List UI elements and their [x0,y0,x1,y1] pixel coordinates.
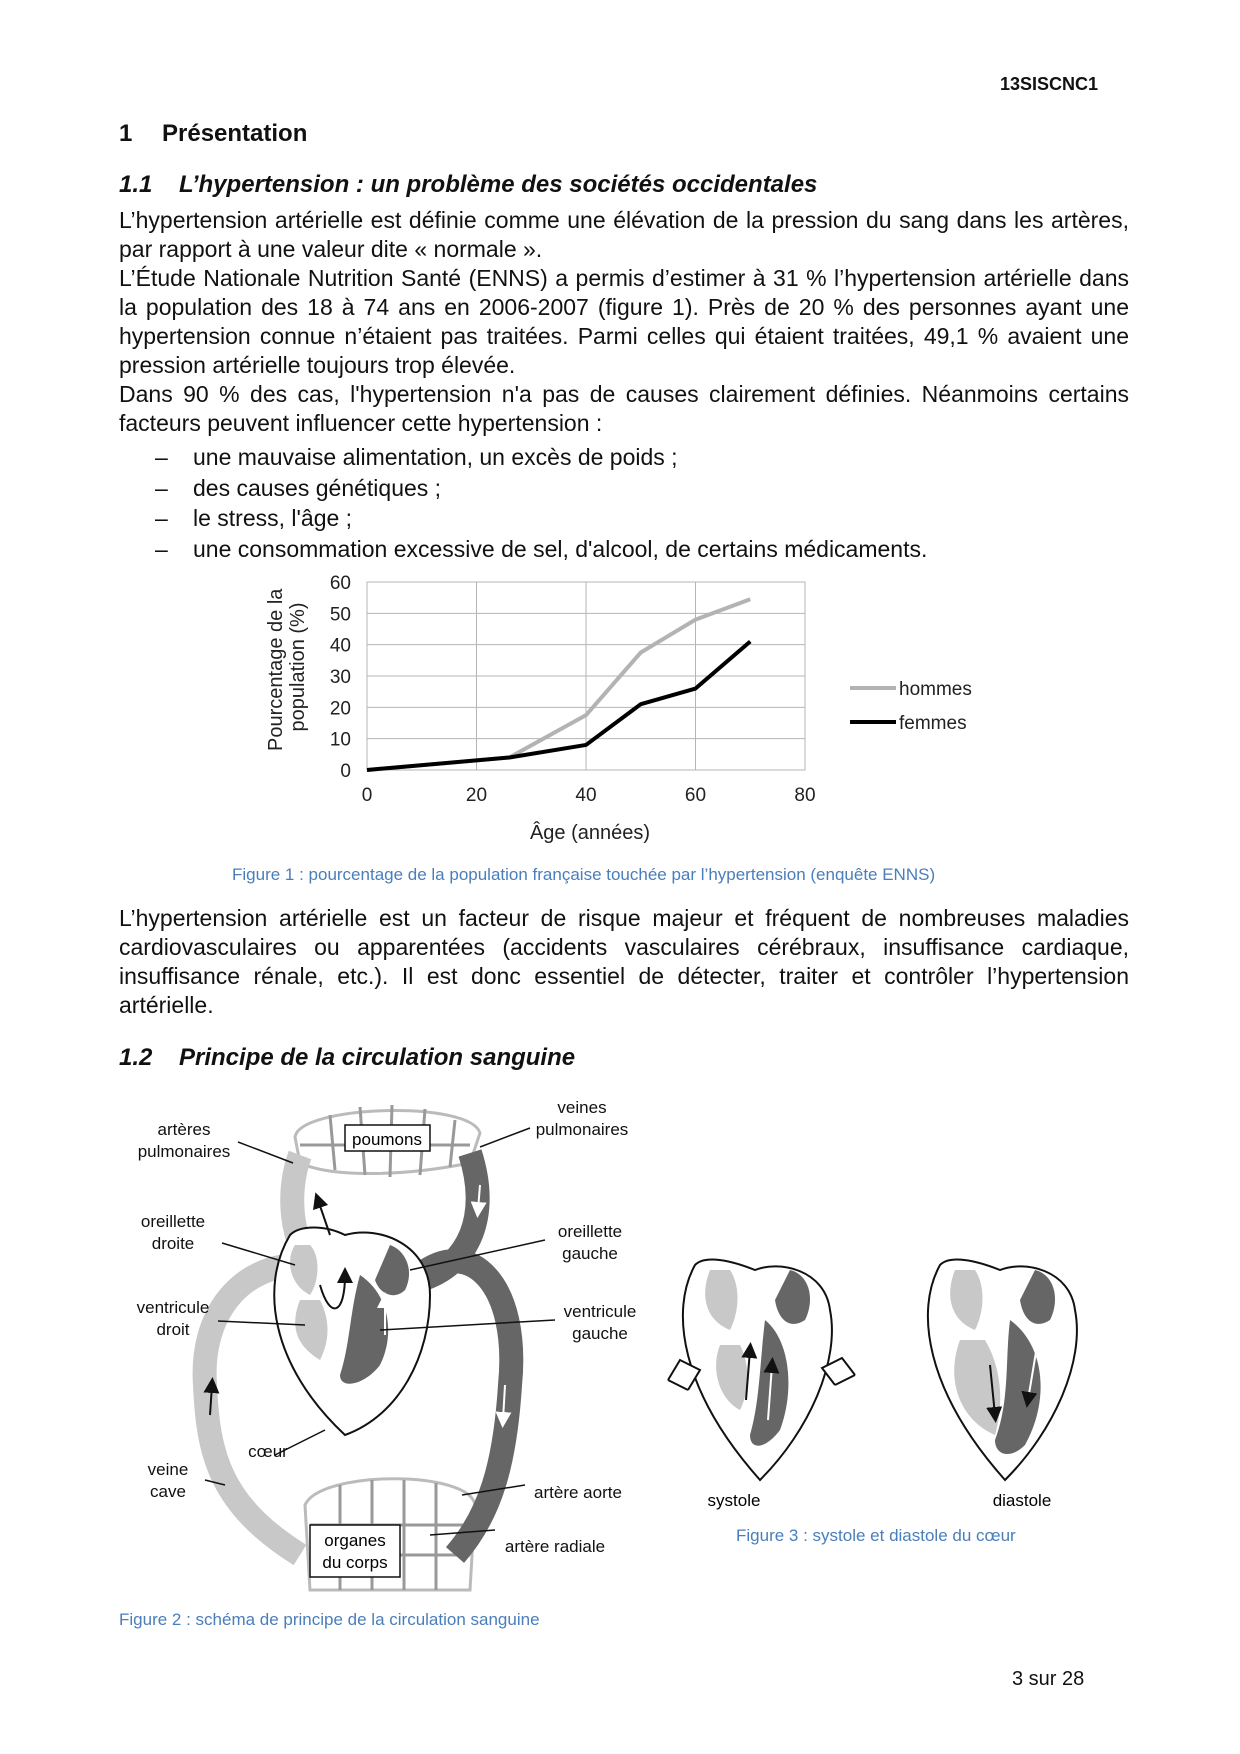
label-coeur: cœur [248,1442,288,1461]
label-systole: systole [707,1491,761,1510]
list-item [155,503,927,534]
label-veines-pulmonaires-2: pulmonaires [535,1120,629,1139]
label-veine-cave-2: cave [150,1482,186,1501]
paragraph: Dans 90 % des cas, l'hypertension n'a pas de causes clairement définies. Néanmoins certains facteurs peuvent influencer cette hypertension : [119,381,1129,436]
figure3-caption: Figure 3 : systole et diastole du cœur [736,1526,1016,1545]
page-number: 3 sur 28 [1012,1668,1085,1690]
y-tick-label: 60 [329,573,351,594]
x-tick-labels [362,785,816,806]
subsection-title: Principe de la circulation sanguine [179,1044,576,1071]
systole-heart [683,1260,832,1480]
y-axis-label [265,583,309,751]
figure-caption: Figure 1 : pourcentage de la population française touchée par l’hypertension (enquête ENNS) [232,865,936,884]
risk-factor-list [155,442,927,564]
label-organes-2: du corps [322,1553,388,1572]
bullet-dash: – [155,474,168,501]
x-tick-label: 20 [465,785,488,806]
label-ventricule-gauche: ventricule [563,1302,637,1321]
label-ventricule-droit-2: droit [156,1320,190,1339]
bullet-dash: – [155,444,168,470]
label-organes: organes [324,1531,386,1550]
x-axis-label: Âge (années) [529,822,651,844]
label-oreillette-droite: oreillette [140,1212,206,1231]
circulation-diagram [0,1085,700,1605]
list-item-text: le stress, l'âge ; [193,505,353,531]
y-tick-label: 0 [340,761,351,782]
y-tick-label: 20 [329,698,351,720]
label-oreillette-gauche-2: gauche [562,1244,618,1263]
subsection-title: L’hypertension : un problème des sociétés occidentales [179,171,818,198]
label-poumons: poumons [352,1130,422,1149]
series-line-femmes [367,642,750,770]
systole-diastole-diagram [650,1250,1130,1520]
legend-label-hommes: hommes [899,679,972,700]
label-oreillette-gauche: oreillette [557,1222,623,1241]
label-ventricule-gauche-2: gauche [572,1324,628,1343]
intro-text [119,206,1129,438]
bullet-dash: – [155,535,168,562]
x-tick-label: 80 [794,785,816,806]
section-number: 1 [119,120,133,147]
subsection-number: 1.2 [119,1044,153,1071]
y-tick-labels [330,573,351,782]
list-item-text: des causes génétiques ; [193,474,442,501]
series-line-hommes [367,599,750,770]
y-tick-label: 30 [329,667,351,688]
list-item-text: une mauvaise alimentation, un excès de poids ; [193,444,678,470]
paragraph: L’Étude Nationale Nutrition Santé (ENNS) a permis d’estimer à 31 % l’hypertension artérielle dans la population des 18 à 74 ans en 2006-2007 (figure 1). Près de 20 % des personnes ayant une hypertension connue n’étaient pas traitées. Parmi celles qui étaient traitées, 49,1 % avaient une pression artérielle toujours trop élevée. [119,265,1129,378]
bullet-dash: – [155,505,168,531]
subsection-heading-1-2 [119,1044,575,1072]
paragraph-after-chart [119,904,1129,1020]
x-tick-label: 40 [575,785,597,806]
legend-label-femmes: femmes [899,713,967,734]
list-item [155,534,927,565]
list-item-text: une consommation excessive de sel, d'alcool, de certains médicaments. [193,535,928,562]
y-axis-label-line2: population (%) [287,602,309,732]
label-arteres-pulmonaires: artères [157,1120,211,1139]
paragraph: L’hypertension artérielle est un facteur de risque majeur et fréquent de nombreuses maladies cardiovasculaires ou apparentées (accidents vasculaires cérébraux, insuffisance cardiaque, insuffisance rénale, etc.). Il est donc essentiel de détecter, traiter et contrôler l’hypertension artérielle. [119,905,1129,1018]
chart-series-lines [367,599,750,770]
label-artere-aorte: artère aorte [534,1483,622,1502]
diastole-heart [928,1260,1077,1480]
label-ventricule-droit: ventricule [136,1298,210,1317]
y-tick-label: 10 [329,729,351,751]
figure2-caption: Figure 2 : schéma de principe de la circulation sanguine [119,1610,540,1629]
x-tick-label: 60 [684,785,707,806]
hypertension-line-chart [260,565,1020,855]
chart-legend [850,679,972,734]
label-arteres-pulmonaires-2: pulmonaires [137,1142,231,1161]
chart-gridlines [367,582,805,770]
paragraph: L’hypertension artérielle est définie comme une élévation de la pression du sang dans les artères, par rapport à une valeur dite « normale ». [119,207,1129,262]
list-item [155,473,927,504]
section-title: Présentation [162,120,308,147]
y-tick-label: 50 [329,604,351,626]
x-tick-label: 0 [361,785,373,806]
list-item [155,442,927,473]
subsection-number: 1.1 [119,171,153,198]
label-diastole: diastole [992,1491,1052,1510]
y-axis-label-line1: Pourcentage de la [265,588,287,751]
label-veines-pulmonaires: veines [557,1098,607,1117]
subsection-heading-1-1 [119,171,817,199]
document-code: 13SISCNC1 [1000,74,1099,94]
label-veine-cave: veine [147,1460,189,1479]
section-heading [119,120,307,148]
label-oreillette-droite-2: droite [151,1234,195,1253]
y-tick-label: 40 [329,635,351,657]
label-artere-radiale: artère radiale [504,1537,606,1556]
